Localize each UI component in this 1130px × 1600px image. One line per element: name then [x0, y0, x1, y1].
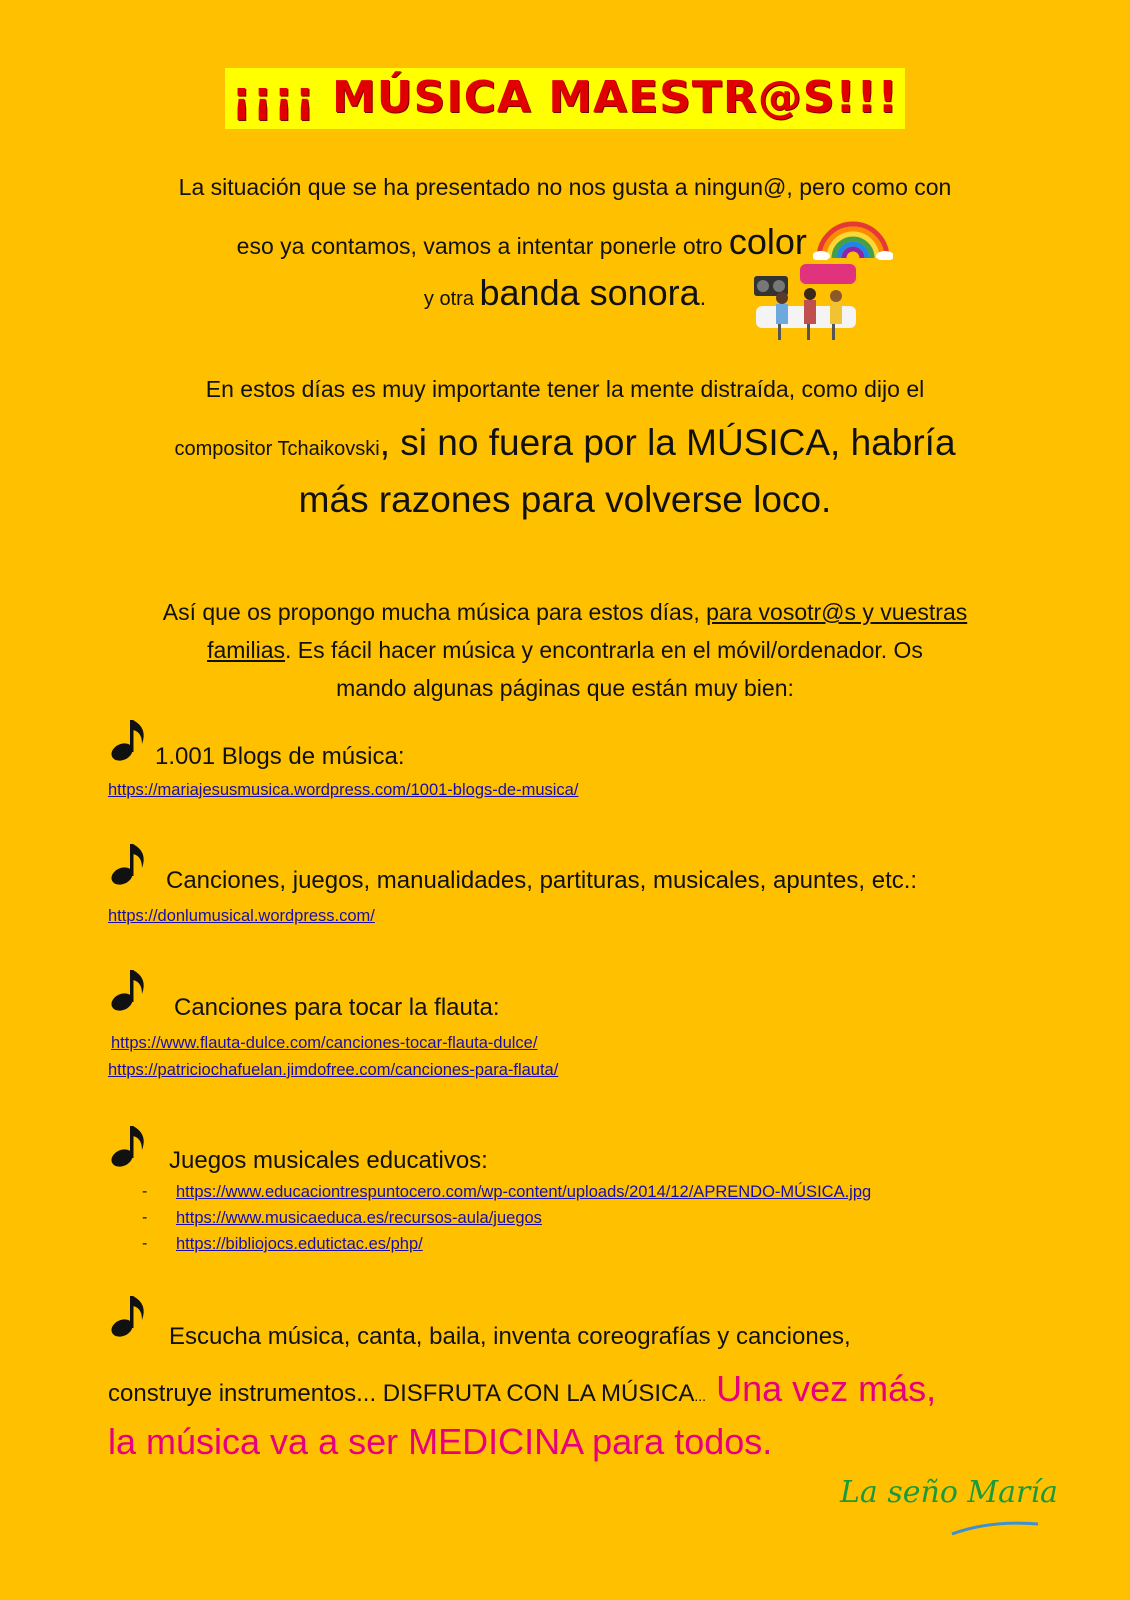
closing-line-3: la música va a ser MEDICINA para todos.	[108, 1421, 773, 1462]
music-note-icon	[108, 1292, 150, 1340]
closing-highlight-1: Una vez más,	[706, 1368, 937, 1409]
proposal-text-1: Así que os propongo mucha música para estos días,	[162, 599, 707, 625]
section-4-link-3[interactable]: https://bibliojocs.edutictac.es/php/	[176, 1235, 423, 1253]
intro-line-3	[80, 272, 1050, 314]
intro-line-2	[80, 218, 1050, 261]
proposal-line-1	[80, 593, 1050, 631]
bullet-dash: -	[142, 1235, 148, 1252]
page-title: ¡¡¡¡ MÚSICA MAESTR@S!!!	[225, 68, 904, 129]
bullet-dash: -	[142, 1209, 148, 1226]
quote-line-3: más razones para volverse loco.	[298, 479, 832, 520]
section-3-link-1[interactable]: https://www.flauta-dulce.com/canciones-tocar-flauta-dulce/	[111, 1034, 538, 1052]
closing-line-1: Escucha música, canta, baila, inventa coreografías y canciones,	[169, 1323, 851, 1350]
closing-line-2	[108, 1368, 1068, 1411]
rainbow-icon	[813, 218, 893, 260]
soundtrack-word: banda sonora	[479, 272, 700, 313]
proposal-text-2: . Es fácil hacer música y encontrarla en el móvil/ordenador. Os	[285, 637, 923, 663]
signature-swoosh	[950, 1518, 1040, 1538]
list-item	[108, 1231, 1068, 1257]
section-1-link-1[interactable]: https://mariajesusmusica.wordpress.com/1001-blogs-de-musica/	[108, 781, 579, 799]
intro-line-2-text: eso ya contamos, vamos a intentar ponerle otro	[236, 233, 729, 259]
title-wrap	[0, 68, 1130, 129]
section-4-link-1[interactable]: https://www.educaciontrespuntocero.com/wp-content/uploads/2014/12/APRENDO-MÚSICA.jpg	[176, 1183, 872, 1201]
section-2-link-1[interactable]: https://donlumusical.wordpress.com/	[108, 907, 375, 925]
proposal-underlined-1: para vosotr@s y vuestras	[706, 599, 968, 625]
music-note-icon	[108, 1122, 150, 1170]
bullet-dash: -	[142, 1183, 148, 1200]
proposal-paragraph	[80, 593, 1050, 707]
music-note-icon	[108, 966, 150, 1014]
composer-text: compositor Tchaikovski	[174, 438, 380, 460]
signature: La seño María	[840, 1475, 1058, 1510]
proposal-line-3: mando algunas páginas que están muy bien:	[336, 675, 794, 701]
section-1-heading: 1.001 Blogs de música:	[155, 743, 405, 770]
intro-period: .	[699, 284, 707, 310]
proposal-line-2	[80, 631, 1050, 669]
quote-line-2	[80, 415, 1050, 471]
quote-text: , si no fuera por la MÚSICA, habría	[379, 422, 956, 463]
closing-ellipsis: ...	[694, 1388, 707, 1404]
music-party-illustration	[752, 258, 864, 344]
list-item	[108, 1205, 1068, 1231]
quote-line-1: En estos días es muy importante tener la mente distraída, como dijo el	[205, 376, 925, 402]
list-item	[108, 1179, 1068, 1205]
section-4-link-2[interactable]: https://www.musicaeduca.es/recursos-aula/juegos	[176, 1209, 542, 1227]
section-3-link-2[interactable]: https://patriciochafuelan.jimdofree.com/canciones-para-flauta/	[108, 1061, 559, 1079]
intro-line-1: La situación que se ha presentado no nos gusta a ningun@, pero como con	[178, 174, 952, 200]
music-note-icon	[108, 840, 150, 888]
section-4-heading: Juegos musicales educativos:	[169, 1147, 488, 1174]
intro-line-3-text: y otra	[423, 288, 480, 310]
section-2-heading: Canciones, juegos, manualidades, partituras, musicales, apuntes, etc.:	[166, 867, 918, 894]
section-4-link-list	[108, 1179, 1068, 1257]
proposal-underlined-2: familias	[207, 637, 286, 663]
music-note-icon	[108, 716, 150, 764]
color-word: color	[728, 221, 807, 262]
closing-text: construye instrumentos... DISFRUTA CON LA MÚSICA	[108, 1380, 695, 1407]
section-3-heading: Canciones para tocar la flauta:	[174, 994, 500, 1021]
